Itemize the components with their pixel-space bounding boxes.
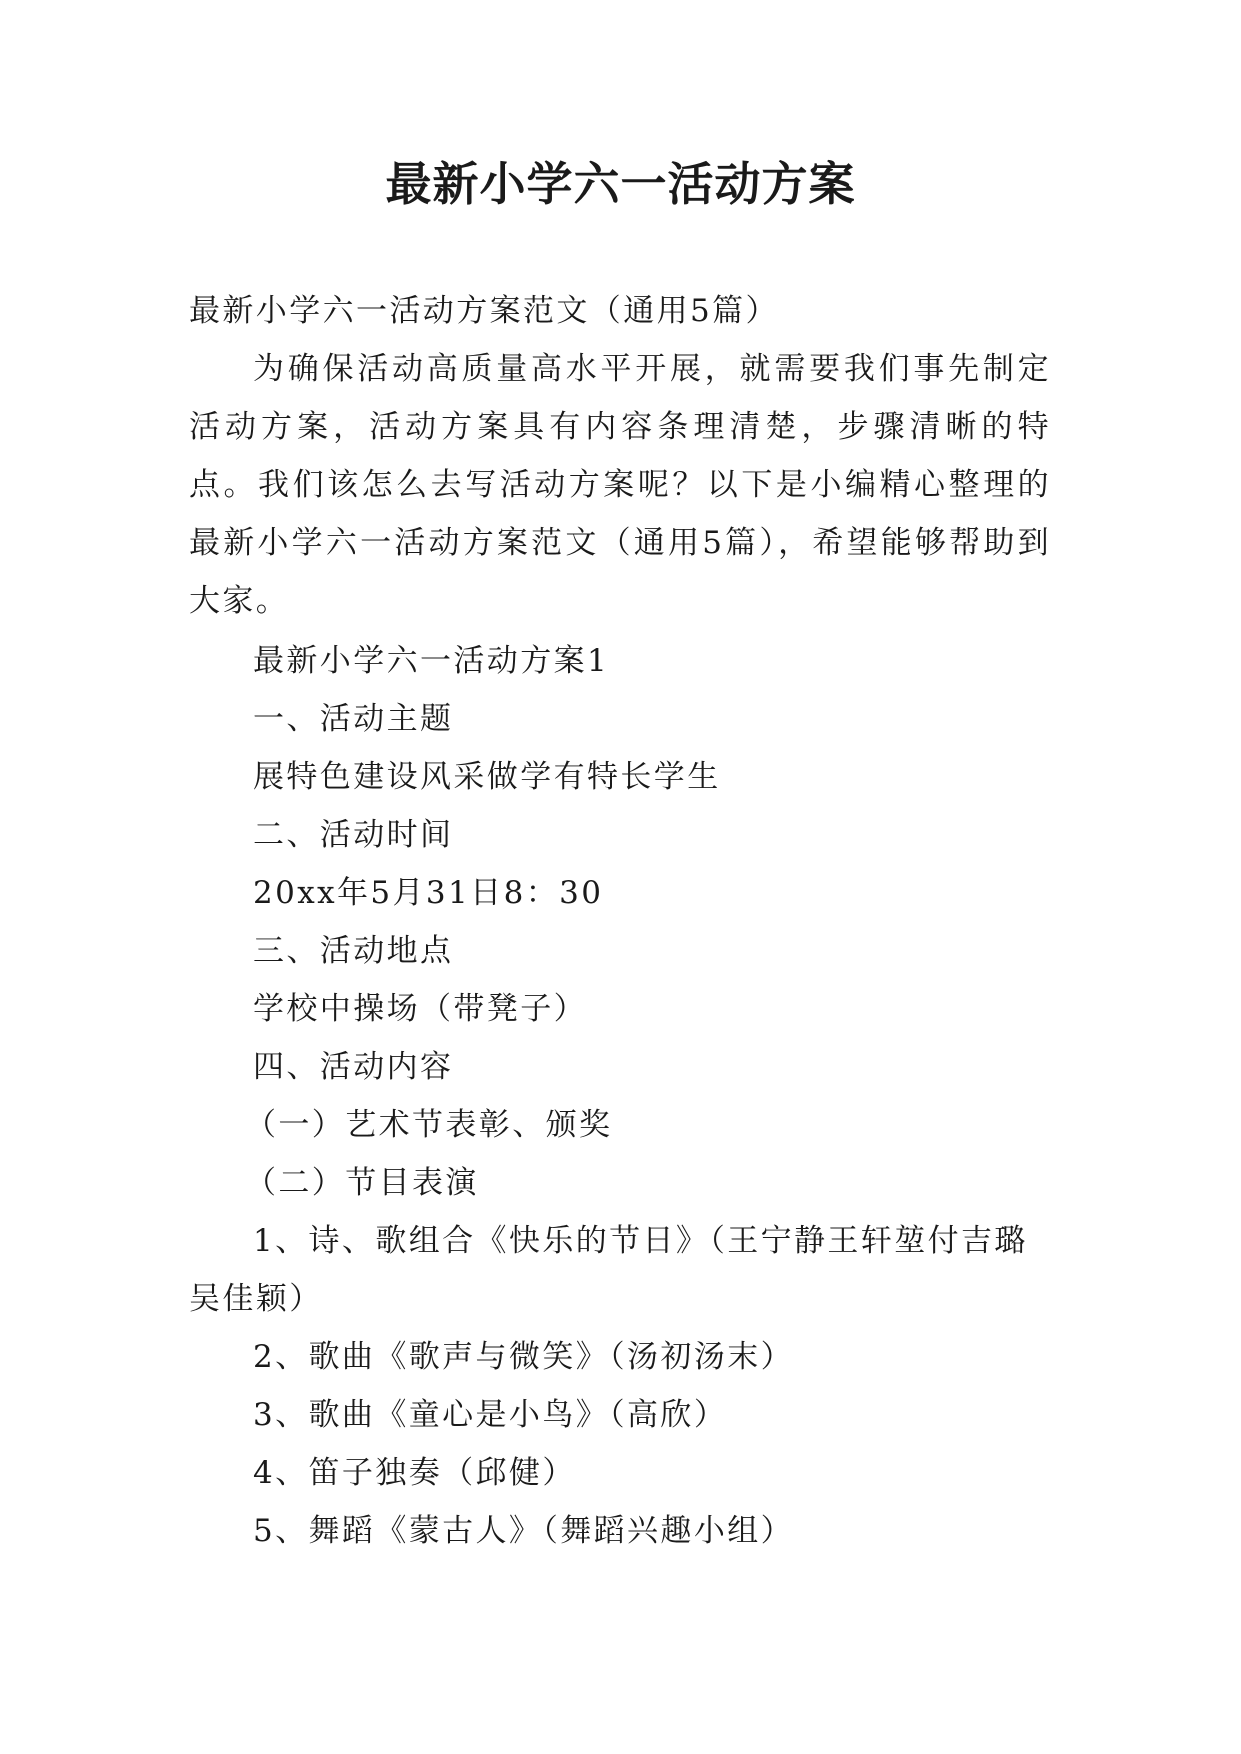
document-title: 最新小学六一活动方案	[385, 157, 856, 211]
program-item-3: 3、歌曲《童心是小鸟》（高欣）	[253, 1397, 728, 1433]
subsection-awards: （一）艺术节表彰、颁奖	[245, 1107, 613, 1143]
section-heading-plan-1: 最新小学六一活动方案1	[253, 643, 610, 679]
section-heading-theme: 一、活动主题	[253, 701, 454, 737]
subsection-performances: （二）节目表演	[245, 1165, 479, 1201]
intro-paragraph: 为确保活动高质量高水平开展，就需要我们事先制定活动方案，活动方案具有内容条理清楚，步骤清晰的特点。我们该怎么去写活动方案呢？以下是小编精心整理的最新小学六一活动方案范文（通用5篇），希望能够帮助到大家。	[189, 351, 1051, 619]
time-text: 20xx年5月31日8：30	[253, 875, 604, 911]
document-subtitle: 最新小学六一活动方案范文（通用5篇）	[189, 293, 779, 329]
section-heading-content: 四、活动内容	[253, 1049, 454, 1085]
section-heading-location: 三、活动地点	[253, 933, 454, 969]
section-heading-time: 二、活动时间	[253, 817, 454, 853]
program-item-5: 5、舞蹈《蒙古人》（舞蹈兴趣小组）	[253, 1513, 795, 1549]
program-item-4: 4、笛子独奏（邱健）	[253, 1455, 576, 1491]
program-item-2: 2、歌曲《歌声与微笑》（汤初汤末）	[253, 1339, 795, 1375]
program-item-1: 1、诗、歌组合《快乐的节日》（王宁静王轩堃付吉璐吴佳颖）	[189, 1223, 1028, 1317]
location-text: 学校中操场（带凳子）	[253, 991, 587, 1027]
theme-text: 展特色建设风采做学有特长学生	[253, 759, 721, 795]
plan-content	[189, 632, 1051, 1560]
